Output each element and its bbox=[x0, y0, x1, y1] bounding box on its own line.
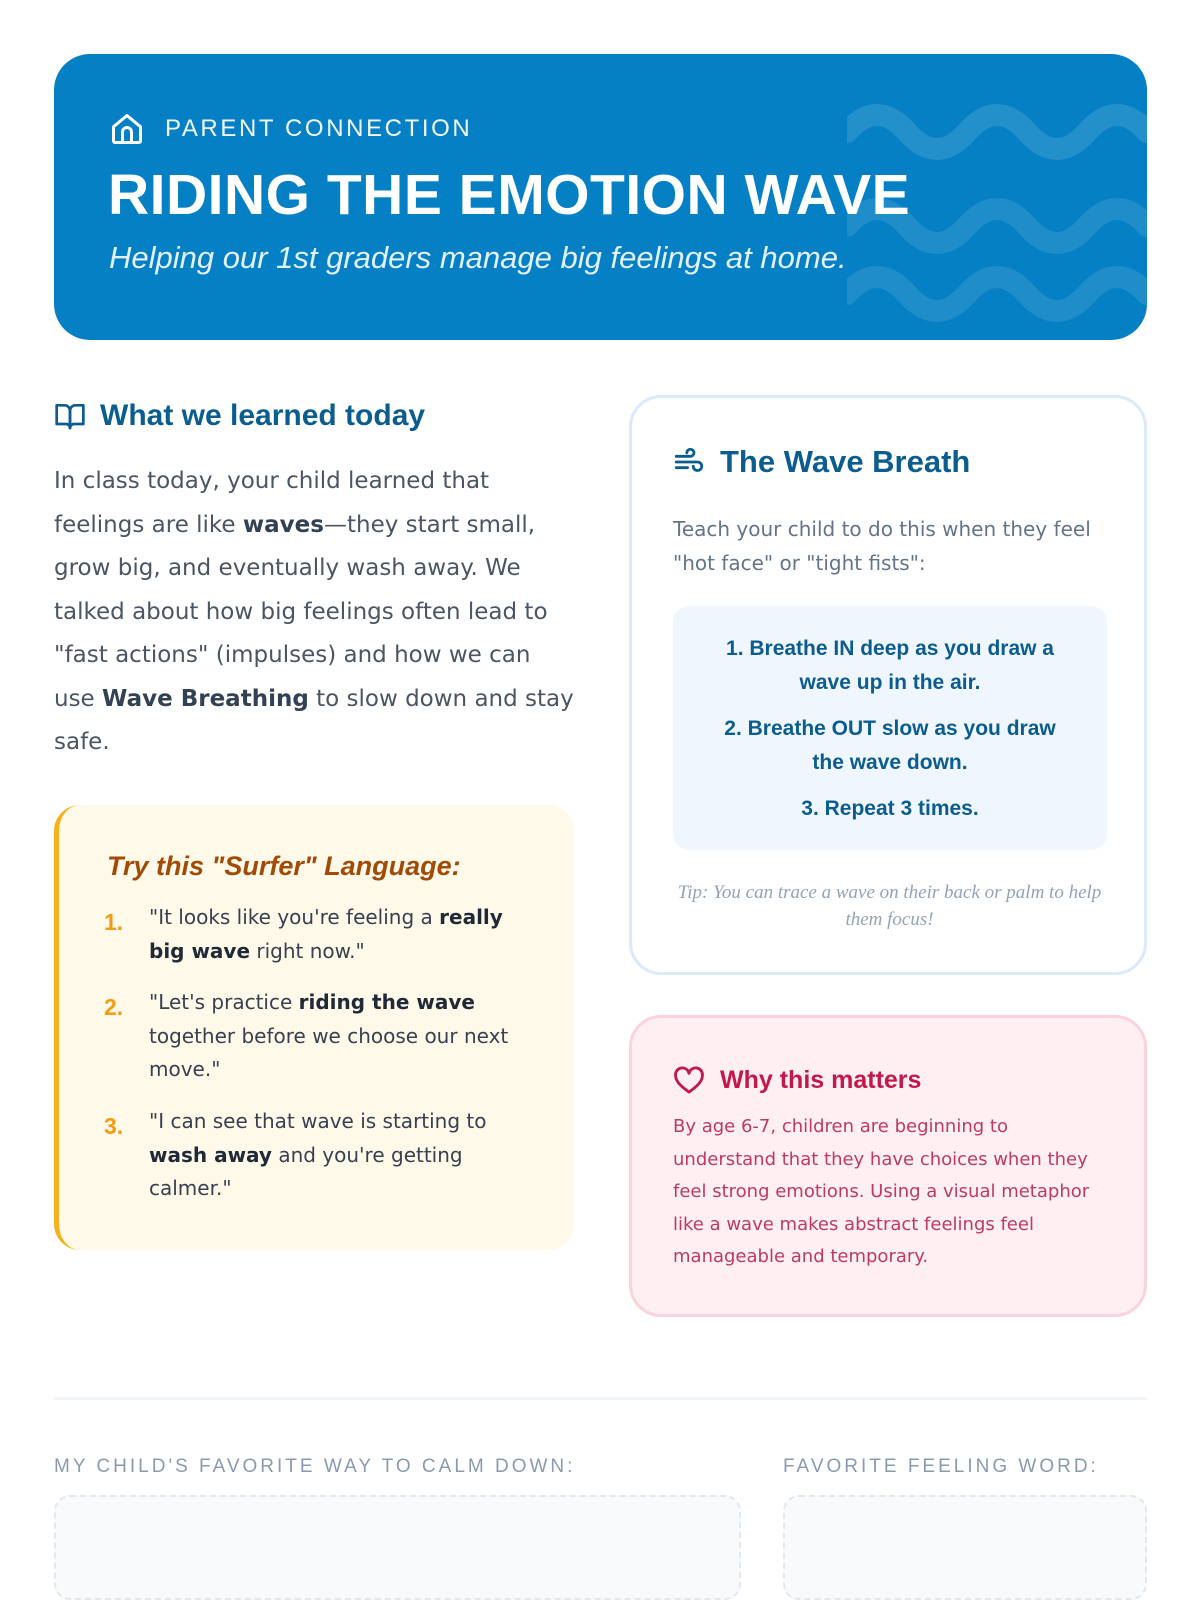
breath-step: 2. Breathe OUT slow as you draw the wave down. bbox=[724, 717, 1056, 774]
list-number: 1. bbox=[104, 909, 124, 935]
home-icon bbox=[109, 111, 145, 147]
feeling-word-label: FAVORITE FEELING WORD: bbox=[783, 1456, 1099, 1477]
open-book-icon bbox=[54, 400, 86, 432]
heart-icon bbox=[672, 1063, 706, 1097]
list-text: "It looks like you're feeling a really big wave right now." bbox=[149, 905, 503, 963]
surfer-language-card bbox=[54, 805, 574, 1250]
why-matters-title: Why this matters bbox=[720, 1065, 922, 1094]
wave-breath-card bbox=[629, 395, 1147, 975]
learned-heading bbox=[54, 396, 425, 436]
page-subtitle: Helping our 1st graders manage big feelings at home. bbox=[109, 240, 847, 275]
wave-breath-intro: Teach your child to do this when they feel "hot face" or "tight fists": bbox=[673, 517, 1091, 575]
learned-title: What we learned today bbox=[100, 399, 426, 432]
list-text: "I can see that wave is starting to wash away and you're getting calmer." bbox=[149, 1109, 487, 1200]
list-number: 2. bbox=[104, 994, 124, 1020]
calm-down-label: MY CHILD'S FAVORITE WAY TO CALM DOWN: bbox=[54, 1456, 576, 1477]
why-matters-heading bbox=[672, 1062, 921, 1098]
hero-eyebrow bbox=[109, 109, 472, 149]
breath-tip: Tip: You can trace a wave on their back or palm to help them focus! bbox=[677, 882, 1102, 930]
wind-icon bbox=[672, 445, 706, 479]
list-text: "Let's practice riding the wave together before we choose our next move." bbox=[149, 990, 509, 1081]
hero-banner bbox=[54, 54, 1147, 340]
calm-down-field[interactable] bbox=[54, 1495, 741, 1600]
breath-steps bbox=[673, 606, 1107, 850]
section-divider bbox=[54, 1397, 1147, 1400]
breath-step: 3. Repeat 3 times. bbox=[801, 797, 979, 820]
learned-paragraph: In class today, your child learned that feelings are like waves—they start small, grow big, and eventually wash away. We talked about how big feelings often lead to "fast actions" (impulses) and how we can use Wave Breathing to slow down and stay safe. bbox=[54, 468, 574, 755]
wave-breath-title: The Wave Breath bbox=[720, 444, 971, 479]
hero-eyebrow-label: PARENT CONNECTION bbox=[165, 115, 473, 142]
wave-breath-heading bbox=[672, 442, 970, 482]
surfer-title: Try this "Surfer" Language: bbox=[107, 851, 461, 881]
list-number: 3. bbox=[104, 1113, 124, 1139]
page-title: RIDING THE EMOTION WAVE bbox=[108, 163, 911, 227]
feeling-word-field[interactable] bbox=[783, 1495, 1147, 1600]
breath-step: 1. Breathe IN deep as you draw a wave up in the air. bbox=[726, 637, 1054, 694]
why-matters-card bbox=[629, 1015, 1147, 1317]
why-matters-body: By age 6-7, children are beginning to understand that they have choices when they feel strong emotions. Using a visual metaphor like a wave makes abstract feelings feel manageable and temporary. bbox=[673, 1116, 1090, 1267]
